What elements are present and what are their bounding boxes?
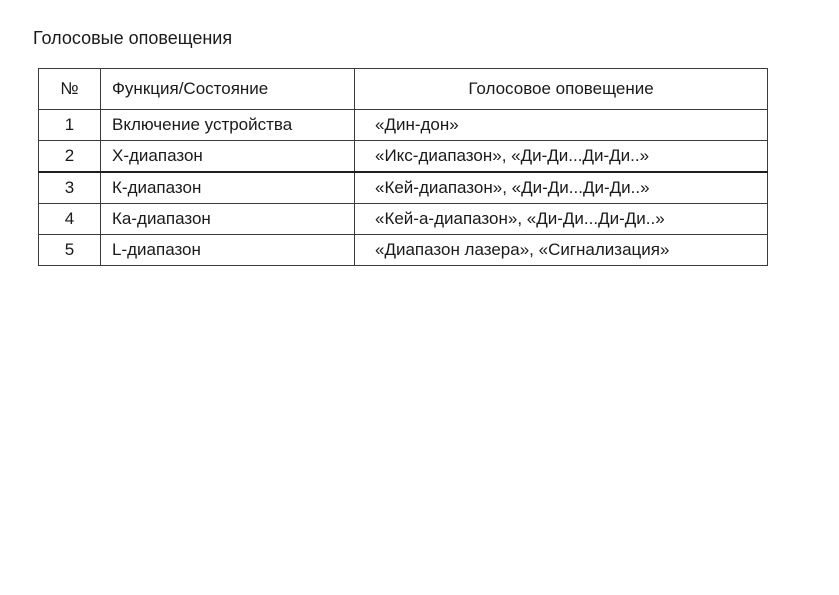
row-number: 2 xyxy=(39,141,101,173)
table-row xyxy=(39,141,768,173)
voice-alerts-table xyxy=(38,68,768,266)
table-row xyxy=(39,235,768,266)
row-function: Ка-диапазон xyxy=(101,204,355,235)
row-voice-alert: «Кей-диапазон», «Ди-Ди...Ди-Ди..» xyxy=(355,172,768,204)
table-row xyxy=(39,172,768,204)
row-function: Включение устройства xyxy=(101,110,355,141)
row-voice-alert: «Икс-диапазон», «Ди-Ди...Ди-Ди..» xyxy=(355,141,768,173)
row-voice-alert: «Кей-а-диапазон», «Ди-Ди...Ди-Ди..» xyxy=(355,204,768,235)
row-number: 5 xyxy=(39,235,101,266)
table-header-row xyxy=(39,69,768,110)
header-function: Функция/Состояние xyxy=(101,69,355,110)
row-function: L-диапазон xyxy=(101,235,355,266)
row-number: 1 xyxy=(39,110,101,141)
row-function: К-диапазон xyxy=(101,172,355,204)
row-number: 3 xyxy=(39,172,101,204)
row-function: X-диапазон xyxy=(101,141,355,173)
row-voice-alert: «Диапазон лазера», «Сигнализация» xyxy=(355,235,768,266)
header-number: № xyxy=(39,69,101,110)
row-voice-alert: «Дин-дон» xyxy=(355,110,768,141)
row-number: 4 xyxy=(39,204,101,235)
header-voice-alert: Голосовое оповещение xyxy=(355,69,768,110)
table-row xyxy=(39,204,768,235)
page-title: Голосовые оповещения xyxy=(33,28,233,48)
table-row xyxy=(39,110,768,141)
